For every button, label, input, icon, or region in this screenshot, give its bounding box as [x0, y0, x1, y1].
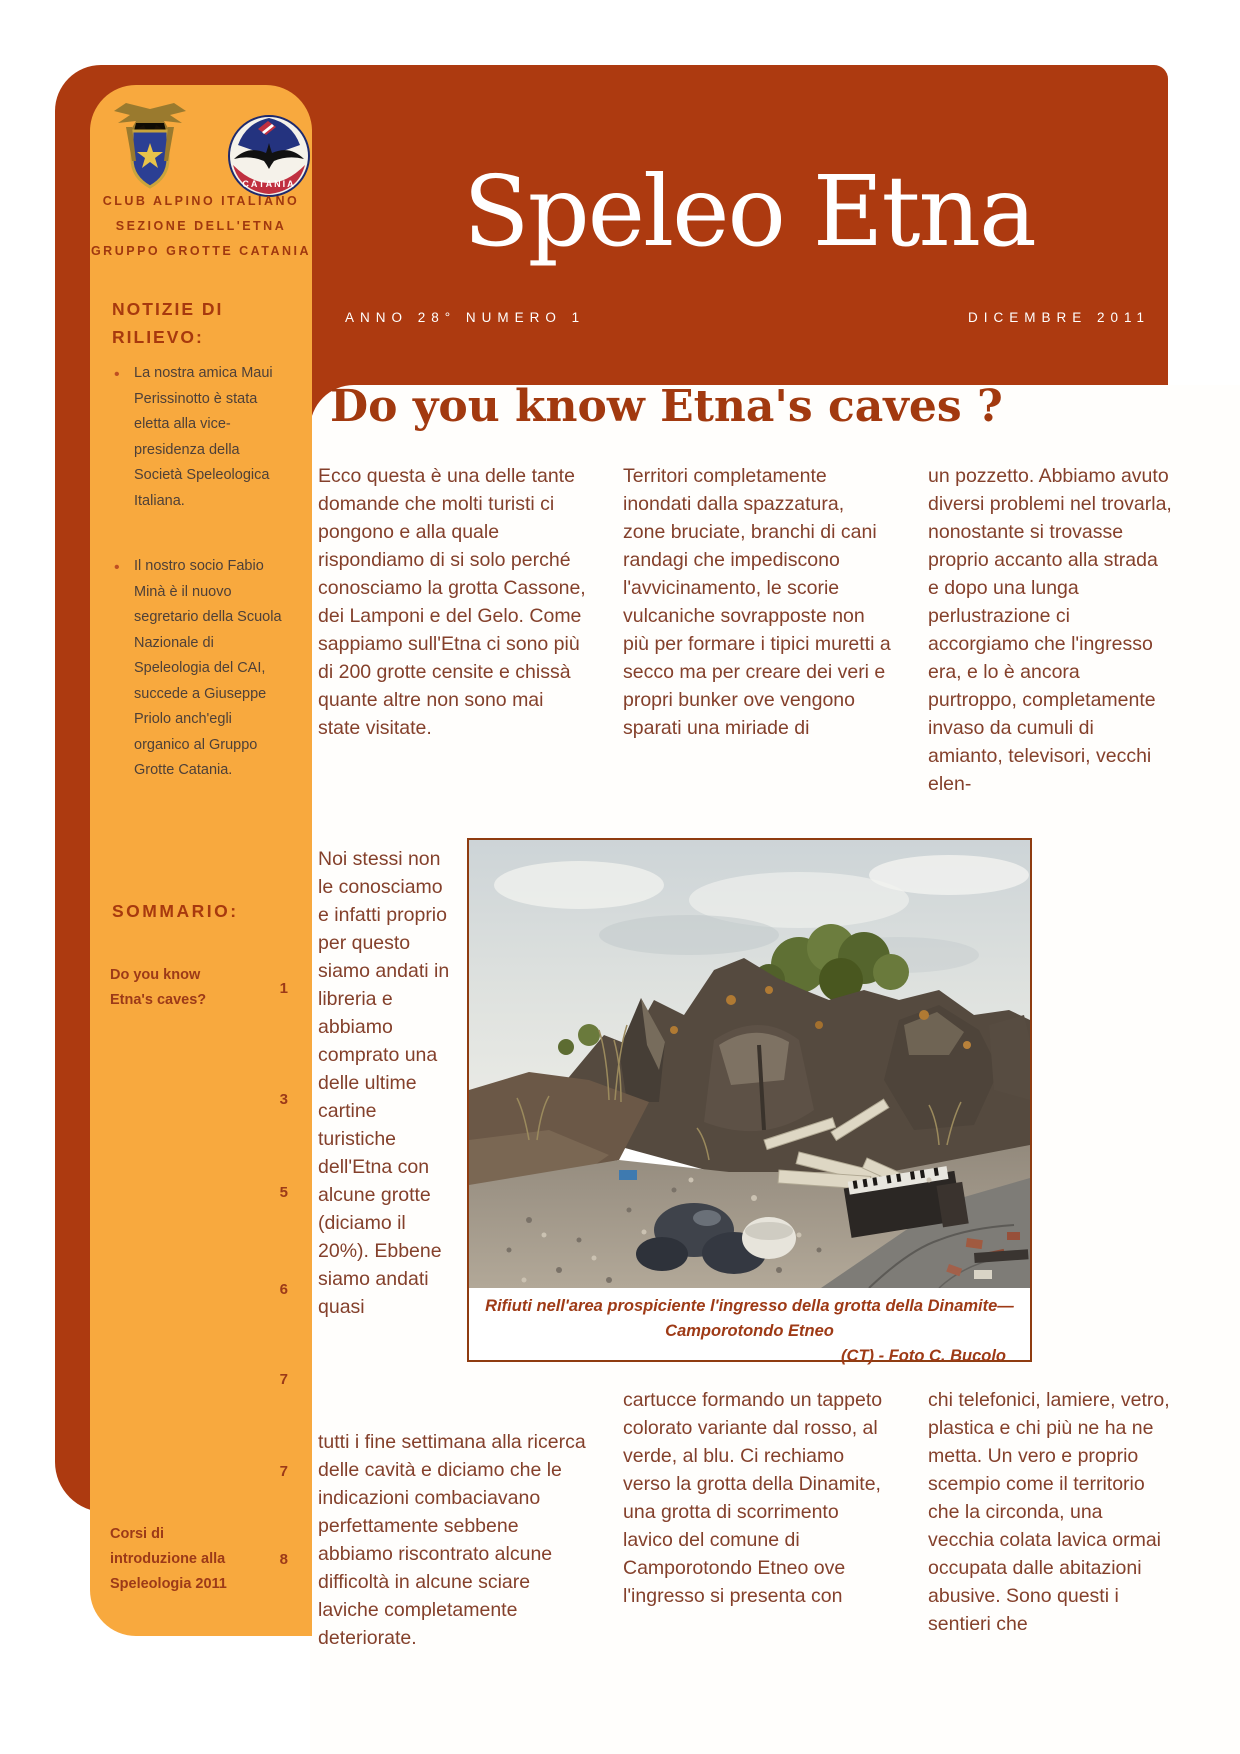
news-item	[114, 361, 284, 514]
body-column-2-top: Territori completamente inondati dalla spazzatura, zone bruciate, branchi di cani randagi che impediscono l'avvicinamento, le scorie vulcaniche sovrapposte non più per formare i tipici muretti a secco ma per creare dei veri e propri bunker ove vengono sparati una miriade di	[623, 465, 891, 739]
sidebar	[90, 85, 312, 1636]
news-heading: NOTIZIE DI RILIEVO:	[112, 299, 224, 347]
body-column-1-top: Ecco questa è una delle tante domande che molti turisti ci pongono e alla quale rispondiamo di si solo perché conosciamo la grotta Cassone, dei Lamponi e del Gelo. Come sappiamo sull'Etna ci sono più di 200 grotte censite e chissà quante altre non sono mai state visitate.	[318, 465, 586, 739]
club-name-line: CLUB ALPINO ITALIANO	[102, 194, 300, 208]
toc-page-number: 3	[279, 1091, 288, 1108]
figure	[467, 838, 1032, 1365]
news-item	[114, 554, 284, 784]
bullet-icon: •	[114, 366, 120, 383]
news-list	[114, 361, 284, 784]
body-column-3-bottom: chi telefonici, lamiere, vetro, plastica e chi più ne ha ne metta. Un vero e proprio scempio come il territorio che la circonda, una vecchia colata lavica ormai occupata dalle abitazioni abusive. Sono questi i sentieri che	[928, 1389, 1170, 1635]
sommario-heading: SOMMARIO:	[112, 901, 239, 921]
figure-caption-line2: (CT) - Foto C. Bucolo	[841, 1347, 1006, 1365]
body-column-2-bottom: cartucce formando un tappeto colorato variante dal rosso, al verde, al blu. Ci rechiamo verso la grotta della Dinamite, una grotta di scorrimento lavico del comune di Camporotondo Etneo ove l'ingresso si presenta con	[623, 1389, 883, 1607]
trash-site-photo	[469, 840, 1030, 1288]
news-item-text: La nostra amica Maui Perissinotto è stata eletta alla vice-presidenza della Società Speleologica Italiana.	[134, 365, 273, 509]
toc-page-number: 7	[279, 1463, 288, 1480]
bullet-icon: •	[114, 559, 120, 576]
toc-item	[110, 1087, 292, 1112]
body-column-1-bottom: tutti i fine settimana alla ricerca delle cavità e diciamo che le indicazioni combaciavano perfettamente sebbene abbiamo riscontrato alcune difficoltà in alcune sciare laviche completamente deteriorate.	[318, 1431, 586, 1649]
toc-item	[110, 1522, 292, 1597]
toc-item	[110, 1459, 292, 1484]
toc-page-number: 1	[279, 979, 288, 997]
club-name-line: GRUPPO GROTTE CATANIA	[90, 244, 312, 258]
toc-page-number: 7	[279, 1371, 288, 1388]
news-item-text: Il nostro socio Fabio Minà è il nuovo segretario della Scuola Nazionale di Speleologia del CAI, succede a Giuseppe Priolo anch'egli organico al Gruppo Grotte Catania.	[134, 558, 282, 778]
club-name	[90, 189, 312, 264]
body-column-1-wrap: Noi stessi non le conosciamo e infatti proprio per questo siamo andati in libreria e abbiamo comprato una delle ultime cartine turistiche dell'Etna con alcune grotte (diciamo il 20%). Ebbene siamo andati quasi	[318, 848, 450, 1318]
toc-item	[110, 1277, 292, 1302]
body-column-3-top: un pozzetto. Abbiamo avuto diversi problemi nel trovarla, nonostante si trovasse proprio accanto alla strada e dopo una lunga perlustrazione ci accorgiamo che l'ingresso era, e lo è ancora purtroppo, completamente invaso da cumuli di amianto, televisori, vecchi elen-	[928, 465, 1172, 795]
toc-label: Do you know Etna's caves?	[110, 967, 207, 1008]
toc-page-number: 8	[279, 1551, 288, 1568]
toc-item	[110, 1367, 292, 1392]
figure-caption-line1: Rifiuti nell'area prospiciente l'ingresso della grotta della Dinamite—Camporotondo Etneo	[485, 1297, 1014, 1340]
toc-page-number: 6	[279, 1281, 288, 1298]
newsletter-title: Speleo Etna	[463, 155, 1035, 268]
svg-text:CATANIA: CATANIA	[242, 179, 296, 189]
toc-item	[110, 1180, 292, 1205]
toc-page-number: 5	[279, 1184, 288, 1201]
toc-label: Corsi di introduzione alla Speleologia 2011	[110, 1526, 227, 1592]
toc-item	[110, 963, 292, 1013]
article-headline: Do you know Etna's caves ?	[330, 381, 1003, 432]
gruppo-grotte-catania-logo-icon	[228, 115, 310, 197]
club-name-line: SEZIONE DELL'ETNA	[115, 219, 287, 233]
issue-date: DICEMBRE 2011	[967, 310, 1150, 325]
issue-number: ANNO 28° NUMERO 1	[345, 310, 586, 325]
figure-caption	[469, 1288, 1030, 1369]
cai-eagle-logo-icon	[106, 101, 194, 197]
issue-row	[345, 310, 1150, 325]
